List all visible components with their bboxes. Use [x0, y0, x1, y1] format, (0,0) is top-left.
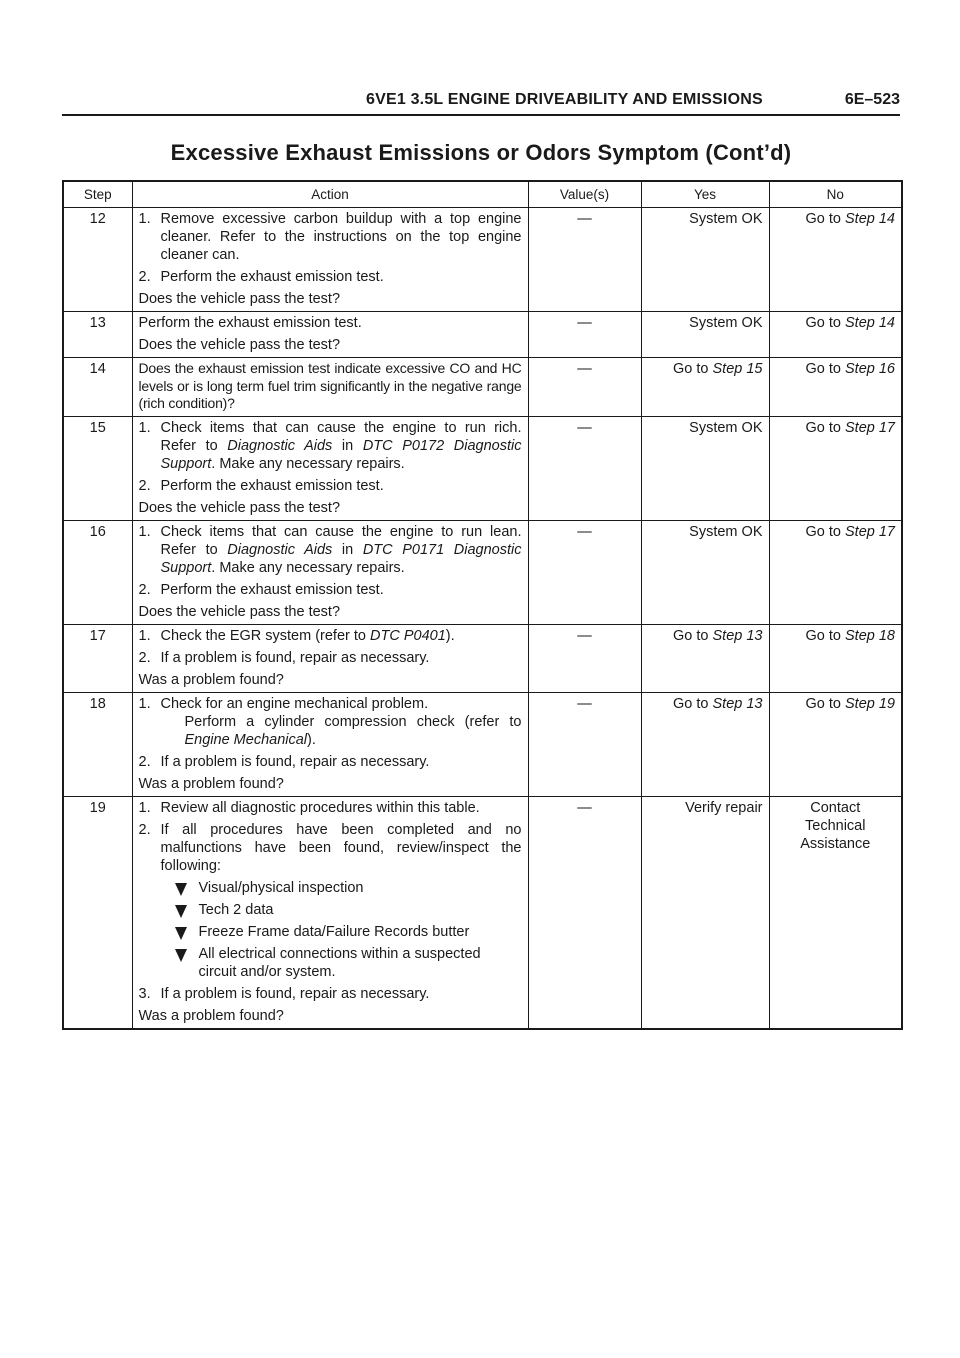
step-link[interactable]: Step 15	[712, 361, 763, 377]
action-cell	[132, 358, 528, 417]
step-number: 13	[63, 312, 132, 358]
table-row	[63, 416, 902, 520]
item-number: 1.	[138, 799, 151, 816]
step-link[interactable]: Step 13	[712, 627, 763, 644]
table-row	[63, 520, 902, 624]
table-header-row	[63, 181, 902, 208]
yes-cell	[641, 692, 769, 796]
action-text: Perform the exhaust emission test.	[160, 269, 384, 285]
goto-prefix: Go to	[673, 695, 709, 712]
goto-prefix: Go to	[805, 361, 841, 377]
value-cell: —	[528, 520, 641, 624]
question-text: Was a problem found?	[138, 671, 284, 688]
question-text: Was a problem found?	[138, 775, 284, 792]
no-cell	[769, 312, 902, 358]
step-link[interactable]: Step 13	[712, 695, 763, 712]
value-cell: —	[528, 208, 641, 312]
item-number: 1.	[138, 419, 151, 436]
action-cell	[132, 416, 528, 520]
item-number: 2.	[138, 753, 151, 770]
no-cell	[769, 358, 902, 417]
step-link[interactable]: Step 16	[845, 361, 895, 377]
action-text: If all procedures have been completed and no malfunctions have been found, review/inspect the following:	[160, 821, 522, 874]
checklist-text: Tech 2 data	[198, 901, 274, 918]
item-number: 2.	[138, 649, 151, 666]
value-cell: —	[528, 692, 641, 796]
checklist-item	[139, 901, 522, 919]
refer-prefix: Refer to	[160, 541, 218, 558]
item-number: 2.	[138, 269, 151, 285]
goto-prefix: Go to	[805, 695, 841, 712]
step-link[interactable]: Step 19	[845, 695, 895, 712]
question-text: Does the vehicle pass the test?	[138, 603, 341, 620]
item-number: 1.	[138, 523, 151, 540]
triangle-bullet-icon	[175, 927, 187, 940]
yes-cell	[641, 624, 769, 692]
question-text: Does the vehicle pass the test?	[138, 499, 341, 516]
action-text: If a problem is found, repair as necessary.	[160, 985, 430, 1002]
step-link[interactable]: Step 18	[845, 627, 895, 644]
value-cell: —	[528, 358, 641, 417]
action-cell	[132, 624, 528, 692]
question-text: Does the vehicle pass the test?	[138, 291, 341, 307]
table-row	[63, 358, 902, 417]
action-text: If a problem is found, repair as necessary.	[160, 753, 430, 770]
action-text: Remove excessive carbon buildup with a top engine cleaner. Refer to the instructions on the top engine cleaner can.	[160, 211, 522, 263]
no-cell	[769, 520, 902, 624]
action-cell	[132, 312, 528, 358]
goto-prefix: Go to	[805, 211, 841, 227]
step-number: 17	[63, 624, 132, 692]
step-number: 19	[63, 796, 132, 1029]
refer-prefix: Refer to	[160, 437, 218, 454]
action-text: ).	[307, 731, 316, 748]
refer-in: in	[341, 437, 354, 454]
no-cell	[769, 796, 902, 1029]
contact-line: Contact	[810, 799, 861, 816]
item-number: 1.	[138, 627, 151, 644]
no-cell	[769, 624, 902, 692]
reference-link[interactable]: Engine Mechanical	[184, 731, 308, 748]
step-number: 18	[63, 692, 132, 796]
checklist-item	[139, 945, 522, 981]
action-text: . Make any necessary repairs.	[211, 559, 405, 576]
triangle-bullet-icon	[175, 883, 187, 896]
table-row	[63, 624, 902, 692]
triangle-bullet-icon	[175, 949, 187, 962]
reference-link[interactable]: DTC P0171 Diagnostic Support	[160, 541, 522, 576]
item-number: 1.	[138, 695, 151, 712]
reference-link[interactable]: DTC P0401	[370, 627, 446, 644]
column-header-no: No	[769, 181, 902, 208]
yes-cell	[641, 358, 769, 417]
yes-cell: System OK	[641, 520, 769, 624]
item-number: 2.	[138, 477, 151, 494]
no-cell	[769, 208, 902, 312]
action-cell	[132, 520, 528, 624]
goto-prefix: Go to	[805, 523, 841, 540]
table-row	[63, 208, 902, 312]
header-title: 6VE1 3.5L ENGINE DRIVEABILITY AND EMISSIONS	[366, 91, 763, 108]
table-row	[63, 312, 902, 358]
goto-prefix: Go to	[805, 419, 841, 436]
step-number: 12	[63, 208, 132, 312]
value-cell: —	[528, 416, 641, 520]
no-cell	[769, 416, 902, 520]
goto-prefix: Go to	[805, 627, 841, 644]
action-text: Review all diagnostic procedures within this table.	[160, 799, 480, 816]
step-link[interactable]: Step 14	[845, 315, 895, 331]
column-header-action: Action	[132, 181, 528, 208]
action-text: . Make any necessary repairs.	[211, 455, 405, 472]
reference-link[interactable]: DTC P0172 Diagnostic Support	[160, 437, 522, 472]
triangle-bullet-icon	[175, 905, 187, 918]
reference-link[interactable]: Diagnostic Aids	[227, 437, 333, 454]
table-row	[63, 692, 902, 796]
yes-cell: System OK	[641, 312, 769, 358]
page-number: 6E–523	[844, 91, 900, 108]
diagnostic-table	[62, 180, 903, 1030]
no-cell	[769, 692, 902, 796]
checklist-text: Freeze Frame data/Failure Records butter	[198, 923, 470, 940]
yes-cell: Verify repair	[641, 796, 769, 1029]
column-header-values: Value(s)	[528, 181, 641, 208]
value-cell: —	[528, 624, 641, 692]
document-title: Excessive Exhaust Emissions or Odors Symptom (Cont’d)	[170, 140, 792, 165]
checklist-text: Visual/physical inspection	[198, 879, 364, 896]
contact-line: Assistance	[800, 835, 871, 852]
action-text: Check for an engine mechanical problem.	[160, 695, 429, 712]
question-text: Was a problem found?	[138, 1007, 284, 1024]
column-header-step: Step	[63, 181, 132, 208]
column-header-yes: Yes	[641, 181, 769, 208]
step-number: 16	[63, 520, 132, 624]
contact-line: Technical	[805, 817, 866, 834]
action-text: If a problem is found, repair as necessary.	[160, 649, 430, 666]
question-text: Does the vehicle pass the test?	[138, 337, 341, 353]
action-text: Perform a cylinder compression check (refer to	[184, 713, 522, 730]
action-text: Perform the exhaust emission test.	[160, 581, 384, 598]
table-row	[63, 796, 902, 1029]
action-text: ).	[445, 627, 455, 644]
step-link[interactable]: Step 17	[845, 419, 895, 436]
page-header	[62, 88, 900, 116]
action-cell	[132, 208, 528, 312]
item-number: 2.	[138, 821, 151, 838]
checklist-text: All electrical connections within a suspected circuit and/or system.	[198, 945, 481, 980]
value-cell: —	[528, 796, 641, 1029]
step-number: 14	[63, 358, 132, 417]
step-number: 15	[63, 416, 132, 520]
goto-prefix: Go to	[673, 627, 709, 644]
item-number: 2.	[138, 581, 151, 598]
action-text: Check the EGR system (refer to	[160, 627, 366, 644]
action-text: Check items that can cause the engine to run lean.	[160, 523, 522, 540]
yes-cell: System OK	[641, 416, 769, 520]
goto-prefix: Go to	[673, 361, 709, 377]
checklist-item	[139, 879, 522, 897]
action-text: Check items that can cause the engine to run rich.	[160, 419, 522, 436]
refer-in: in	[341, 541, 354, 558]
action-cell	[132, 692, 528, 796]
value-cell: —	[528, 312, 641, 358]
step-link[interactable]: Step 14	[845, 211, 895, 227]
reference-link[interactable]: Diagnostic Aids	[227, 541, 333, 558]
goto-prefix: Go to	[805, 315, 841, 331]
checklist-item	[139, 923, 522, 941]
step-link[interactable]: Step 17	[845, 523, 895, 540]
yes-cell: System OK	[641, 208, 769, 312]
action-text: Perform the exhaust emission test.	[138, 315, 362, 331]
item-number: 3.	[138, 985, 151, 1002]
question-text: Does the exhaust emission test indicate excessive CO and HC levels or is long term fuel trim significantly in the negative range (rich condition)?	[138, 360, 522, 411]
action-cell	[132, 796, 528, 1029]
action-text: Perform the exhaust emission test.	[160, 477, 384, 494]
item-number: 1.	[138, 211, 151, 227]
